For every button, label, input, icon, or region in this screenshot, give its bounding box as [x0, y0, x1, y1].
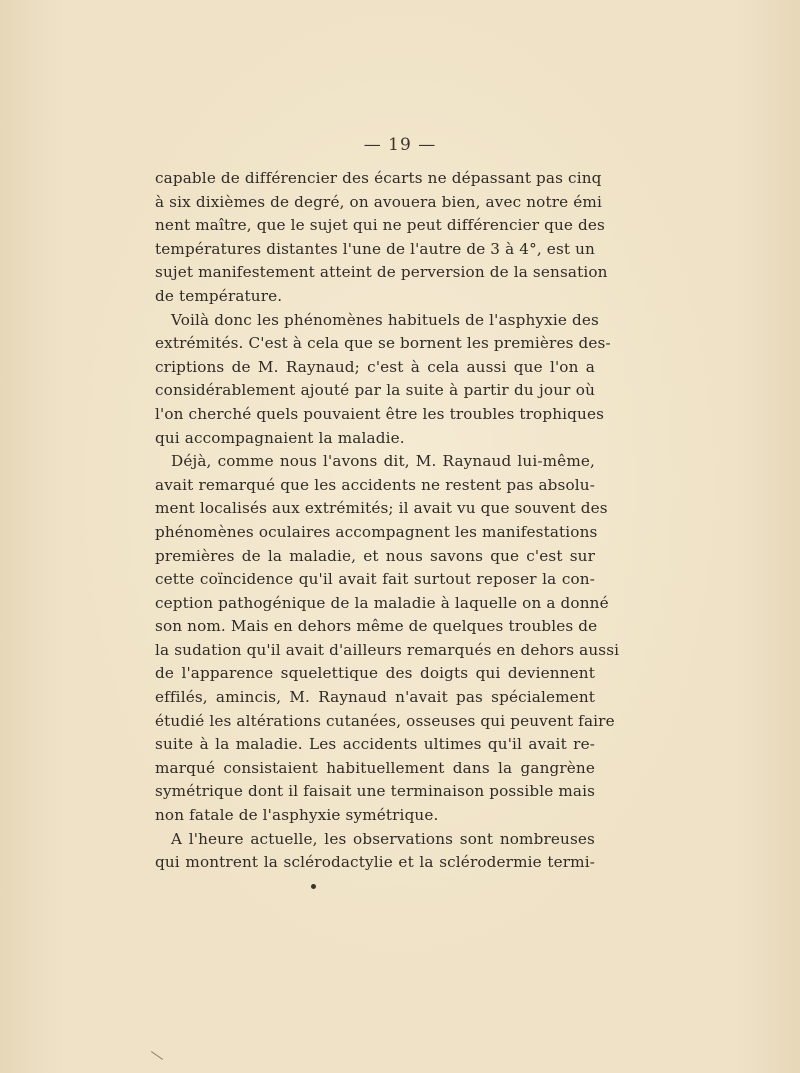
- text-line: considérablement ajouté par la suite à partir du jour où: [155, 381, 595, 400]
- text-line: phénomènes oculaires accompagnent les manifestations: [155, 522, 598, 541]
- text-line: cette coïncidence qu'il avait fait surtout reposer la con-: [155, 570, 595, 589]
- paper-mark: [151, 1051, 163, 1060]
- text-line: de l'apparence squelettique des doigts qui deviennent: [155, 664, 595, 683]
- page-number: — 19 —: [363, 135, 437, 155]
- text-line: Déjà, comme nous l'avons dit, M. Raynaud lui-même,: [171, 452, 595, 471]
- text-line: non fatale de l'asphyxie symétrique.: [155, 806, 439, 825]
- text-line: Voilà donc les phénomènes habituels de l'asphyxie des: [171, 310, 599, 329]
- text-line: suite à la maladie. Les accidents ultimes qu'il avait re-: [155, 735, 595, 754]
- text-line: l'on cherché quels pouvaient être les troubles trophiques: [155, 404, 605, 423]
- text-line: qui montrent la sclérodactylie et la sclérodermie termi-: [155, 853, 595, 872]
- text-line: ception pathogénique de la maladie à laquelle on a donné: [155, 593, 609, 612]
- text-line: avait remarqué que les accidents ne restent pas absolu-: [155, 475, 595, 494]
- text-line: qui accompagnaient la maladie.: [155, 428, 405, 447]
- text-line: étudié les altérations cutanées, osseuses qui peuvent faire: [155, 711, 615, 730]
- text-line: températures distantes l'une de l'autre de 3 à 4°, est un: [155, 239, 595, 258]
- printer-dot: [311, 884, 316, 889]
- text-line: de température.: [155, 286, 283, 305]
- text-line: la sudation qu'il avait d'ailleurs remarqués en dehors aussi: [155, 640, 620, 659]
- text-line: effilés, amincis, M. Raynaud n'avait pas spécialement: [155, 688, 595, 707]
- text-line: premières de la maladie, et nous savons que c'est sur: [155, 546, 595, 565]
- text-line: marqué consistaient habituellement dans la gangrène: [155, 758, 595, 777]
- body-text: [155, 167, 620, 875]
- text-line: A l'heure actuelle, les observations sont nombreuses: [171, 829, 595, 848]
- text-line: sujet manifestement atteint de perversion de la sensation: [155, 263, 608, 282]
- text-line: capable de différencier des écarts ne dépassant pas cinq: [155, 169, 602, 187]
- text-line: criptions de M. Raynaud; c'est à cela aussi que l'on a: [155, 357, 595, 376]
- text-line: symétrique dont il faisait une terminaison possible mais: [155, 782, 596, 801]
- text-line: extrémités. C'est à cela que se bornent les premières des-: [155, 334, 611, 353]
- text-line: nent maître, que le sujet qui ne peut différencier que des: [155, 216, 606, 235]
- text-line: ment localisés aux extrémités; il avait vu que souvent des: [155, 499, 608, 518]
- text-line: à six dixièmes de degré, on avouera bien, avec notre émi: [155, 192, 602, 211]
- text-line: son nom. Mais en dehors même de quelques troubles de: [155, 617, 598, 636]
